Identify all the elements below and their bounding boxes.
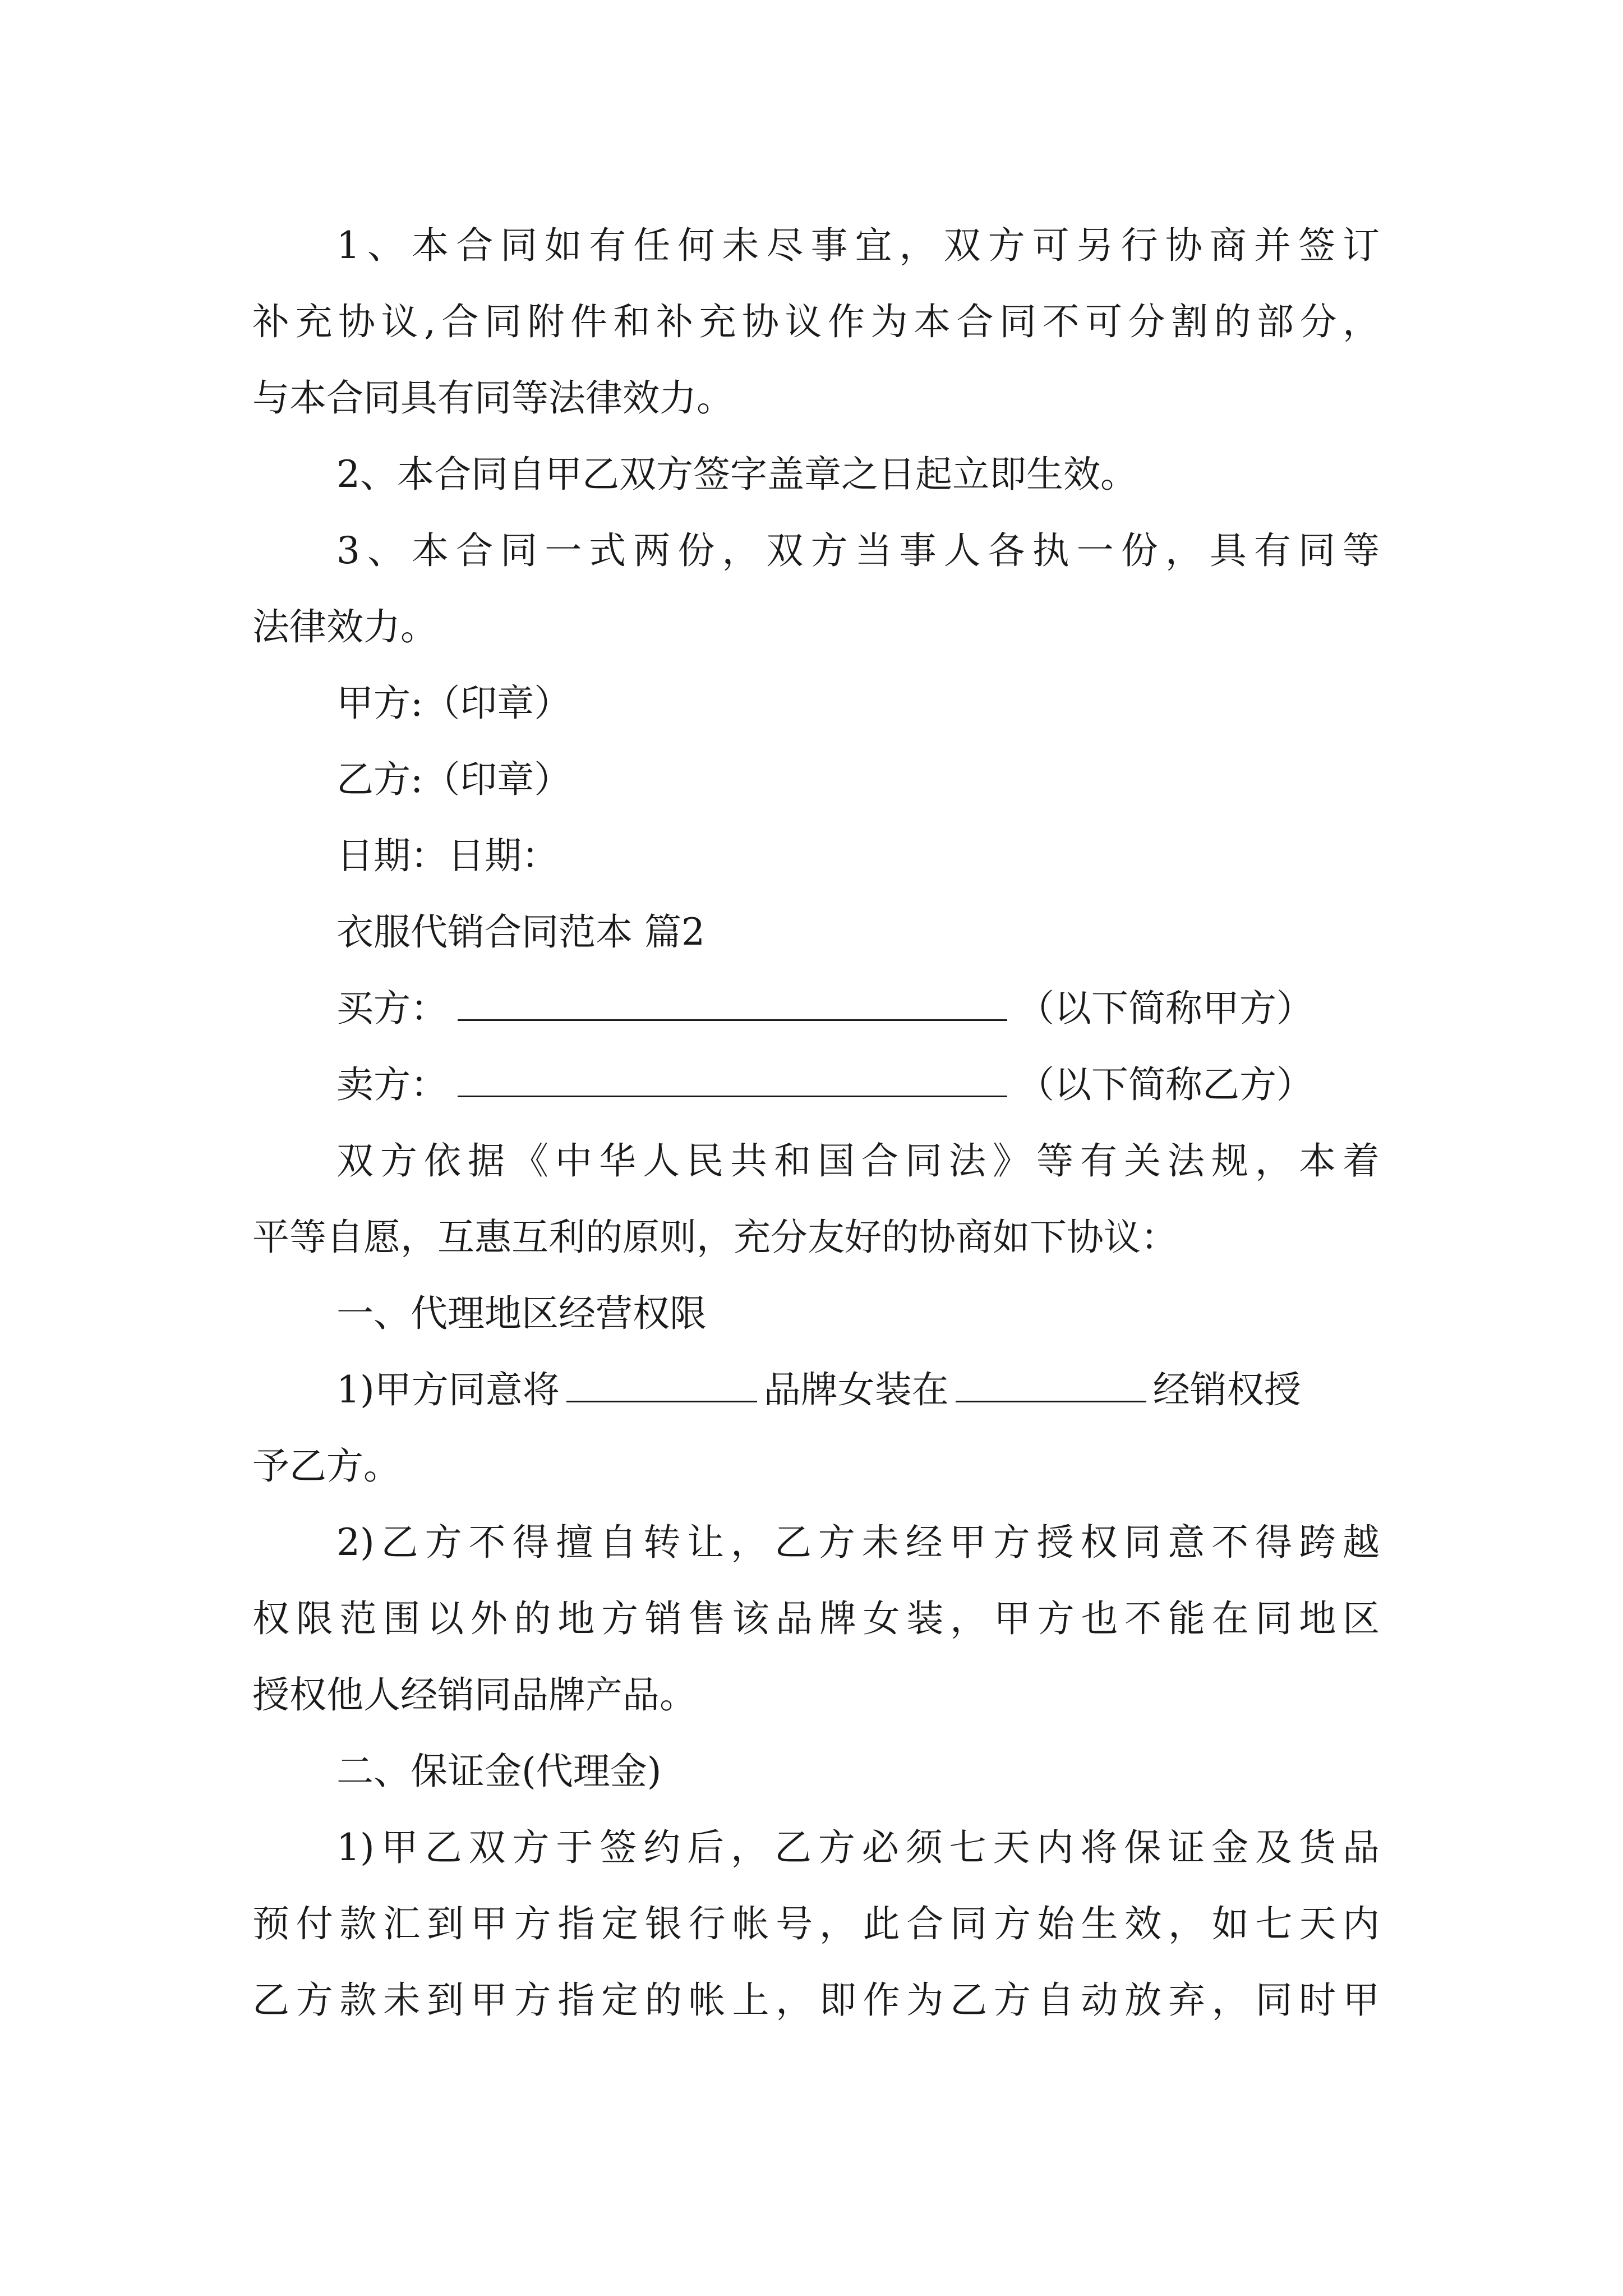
clause-1-line-2: 补充协议,合同附件和补充协议作为本合同不可分割的部分， — [252, 300, 1380, 343]
clause-1-line-3: 与本合同具有同等法律效力。 — [252, 376, 734, 420]
party-a-seal: 甲方:（印章） — [336, 682, 571, 725]
item-2-1-line-2: 预付款汇到甲方指定银行帐号，此合同方始生效，如七天内 — [252, 1902, 1380, 1945]
seller-line — [252, 1047, 1380, 1123]
seller-label: 卖方： — [336, 1063, 448, 1106]
item-2-1-line-1: 1)甲乙双方于签约后，乙方必须七天内将保证金及货品 — [336, 1826, 1380, 1869]
heading-2: 二、保证金(代理金) — [336, 1750, 662, 1793]
buyer-blank[interactable] — [458, 991, 1007, 1021]
item-1-2-line-1: 2)乙方不得擅自转让，乙方未经甲方授权同意不得跨越 — [336, 1521, 1380, 1564]
item-1-1-part-a: 1)甲方同意将 — [336, 1368, 560, 1411]
seller-blank[interactable] — [458, 1068, 1007, 1097]
item-1-1-line-1 — [252, 1352, 1380, 1428]
clause-3-line-1: 3、本合同一式两份，双方当事人各执一份，具有同等 — [336, 529, 1380, 572]
clause-2: 2、本合同自甲乙双方签字盖章之日起立即生效。 — [336, 453, 1137, 496]
region-blank[interactable] — [956, 1373, 1146, 1402]
item-1-1-line-2: 予乙方。 — [252, 1444, 400, 1488]
buyer-line — [252, 970, 1380, 1047]
clause-1-line-1: 1、本合同如有任何未尽事宜，双方可另行协商并签订 — [336, 224, 1380, 267]
brand-blank[interactable] — [566, 1373, 757, 1402]
intro-line-1: 双方依据《中华人民共和国合同法》等有关法规，本着 — [336, 1139, 1380, 1182]
heading-1: 一、代理地区经营权限 — [336, 1292, 707, 1335]
document-body — [252, 208, 1380, 2039]
item-1-1-part-b: 品牌女装在 — [763, 1368, 949, 1411]
item-1-2-line-2: 权限范围以外的地方销售该品牌女装，甲方也不能在同地区 — [252, 1597, 1380, 1640]
buyer-label: 买方： — [336, 987, 448, 1030]
seller-suffix: （以下简称乙方） — [1017, 1063, 1313, 1106]
party-b-seal: 乙方:（印章） — [336, 758, 571, 801]
section-title: 衣服代销合同范本 篇2 — [336, 910, 705, 954]
signature-dates: 日期：日期： — [336, 834, 559, 877]
buyer-suffix: （以下简称甲方） — [1017, 987, 1313, 1030]
item-1-2-line-3: 授权他人经销同品牌产品。 — [252, 1673, 697, 1717]
intro-line-2: 平等自愿，互惠互利的原则，充分友好的协商如下协议： — [252, 1216, 1178, 1259]
clause-3-line-2: 法律效力。 — [252, 605, 437, 648]
item-2-1-line-3: 乙方款未到甲方指定的帐上，即作为乙方自动放弃，同时甲 — [252, 1978, 1380, 2022]
item-1-1-part-c: 经销权授 — [1152, 1368, 1301, 1411]
